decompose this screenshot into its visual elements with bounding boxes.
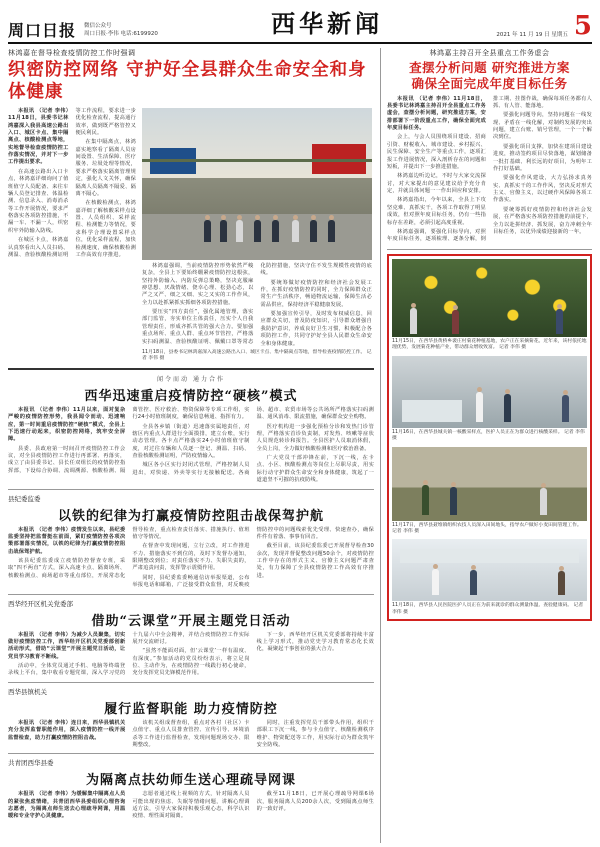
lead-text-right: 林鸿嘉强调，当前疫情防控形势依然严峻复杂，全县上下要始终绷紧疫情防控这根弦，坚持外防输入、内防反弹总策略，坚决克服麻痹思想、厌战情绪、侥幸心理、松劲心态，以严之又严、细之又细、实之又实的工作作风，全力以赴抓紧抓实抓细各项防控措施。 要压实“四方责任”，强化属地管理，落实部门监管，夯实单位主体责任，压实个人自我管理责任，形成齐抓共管的强大合力。要加强重点场所、重点人群、重点环节管控，严格落实扫码测温、查验核酸证明、佩戴口罩等常态化防控措施，坚决守住不发生规模性疫情的底线。 要统筹做好疫情防控和经济社会发展工作，在抓好疫情防控的同时，全力保障群众正常生产生活秩序，畅通物流运输，保障生活必需品供应，保持经济平稳健康发展。 要加强宣传引导，及时发布权威信息，回应群众关切，普及防疫知识，引导群众增强自我防护意识，养成良好卫生习惯，积极配合各项防控工作，共同守护好全县人民群众生命安全和身体健康。 [142, 262, 372, 347]
gallery-item-3 [392, 447, 587, 536]
feature-kicker: 闻令而动 通力合作 [157, 375, 225, 383]
gallery-photo-testing [392, 356, 587, 428]
right-body: 本报讯 （记者 李伟）11月18日，县委书记林鸿嘉主持召开全县重点工作务虚会，查摆分析问题，研究推进方案，安排部署下一阶段重点工作，确保全面完成年度目标任务。 会上，与会人员围绕项目建设、招商引资、财税收入、城市建设、乡村振兴、民生保障、安全生产等重点工作，逐项汇报工作进展情况，深入剖析存在的问题和短板，并提出下一步推进措施。 林鸿嘉边听边记，不时与大家交流探讨，对大家提出的意见建议给予充分肯定，并就具体问题一一作出回应和安排。 林鸿嘉指出，今年以来，全县上下攻坚克难、真抓实干，各项工作取得了明显成效，但对照年度目标任务，仍有一些指标存在差距，必须引起高度重视。 林鸿嘉强调，要强化目标导向，对照年度目标任务，逐项梳理、逐条分解，倒排工期、挂图作战，确保每项任务都有人抓、有人管、能落地。 要强化问题导向，坚持问题在一线发现、矛盾在一线化解，对制约发展的突出问题，建立台账、销号管理，一个一个解决到位。 要强化项目支撑，加快在建项目建设进度，推动签约项目尽快落地，谋划储备一批打基础、利长远的好项目，为明年工作打好基础。 要强化作风建设，大力弘扬求真务实、真抓实干的工作作风，坚决反对形式主义、官僚主义，以过硬作风保障各项工作落实。 要统筹抓好疫情防控和经济社会发展，在严格落实各项防控措施的前提下，全力以赴拼经济、抓发展，奋力冲刺全年目标任务，以优异成绩迎接新的一年。 [387, 95, 592, 243]
gallery-photo-field [392, 447, 587, 521]
partyclass-body: 本报讯 （记者 李伟）为减少人员聚集，切实做好疫情防控工作，西华经开区机关党委部创新活动形式，借助“云课堂”开展主题党日活动，让党员学习教育不断线。 活动中，全体党员通过手机、电脑等终端登录线上平台，集中收看专题党课，深入学习党的十九届六中全会精神，并结合疫情防控工作实际展开交流研讨。 “虽然不能面对面，但‘云课堂’一样有温度、有深度。”参加活动的党员纷纷表示，将立足岗位、主动作为，在疫情防控一线践行初心使命，充分发挥党员先锋模范作用。 下一步，西华经开区机关党委部将持续丰富线上学习形式，推动党史学习教育常态化长效化，凝聚起干事创业的强大合力。 [8, 631, 374, 677]
tutoring-body: 本报讯 （记者 李伟）为缓解集中隔离点人员的紧张焦虑情绪，共青团西华县委组织心理咨询志愿者，为隔离点师生送去心理疏导网课，用温暖和专业守护心灵健康。 志愿者通过线上视频的方式，针对隔离人员可能出现的焦虑、失眠等情绪问题，讲解心理调适方法，引导大家保持积极乐观心态，科学认识疫情、理性面对隔离。 截至11月18日，已开展心理疏导网课6场次，服务隔离人员200余人次，受到隔离点师生的一致好评。 [8, 791, 374, 820]
lead-photo-caption: 11月18日，县委书记林鸿嘉深入高速公路出入口、城区卡点、集中隔离点等地，督导检查疫情防控工作。 记者 李伟 摄 [142, 349, 372, 362]
lead-photo [142, 108, 372, 260]
section-title: 西华新闻 [271, 9, 384, 38]
tutoring-headline: 为隔离点扶幼师生送心理疏导网课 [85, 773, 296, 789]
photo-gallery [387, 254, 592, 622]
tutoring-kicker: 共青团西华县委 [8, 759, 54, 768]
right-column [380, 48, 592, 843]
gallery-item-1 [392, 259, 587, 352]
publication-date: 2021 年 11 月 19 日 星期五 [496, 32, 568, 38]
feature-body: 本报讯 （记者 李伟）11月以来，面对复杂严峻的疫情防控形势，我县闻令而动、迅速响应，第一时间重启疫情防控“硬核”模式，全县上下迅速行动起来，织密防控网络，筑牢安全屏障。 县委、县政府第一时间召开疫情防控工作会议，对全县疫情防控工作进行再部署、再落实，成立了由县委书记、县长任双组长的疫情防控指挥部，下设综合协调、流调溯源、核酸检测、隔离管控、医疗救治、物资保障等专项工作组，实行24小时值班制度，确保信息畅通、指挥有力。 全县各乡镇（街道）迅速落实属地责任，对辖区内重点人群进行全面摸排，建立台账，实行动态管理。各卡点严格落实24小时值班值守制度，对过往车辆和人员逐一登记、测温、扫码、查验核酸检测证明，严防疫情输入。 城区各小区实行封闭式管理，严格控制人员进出，对快递、外卖等实行无接触配送。各商场、超市、农贸市场等公共场所严格落实扫码测温、通风消毒、限流措施，确保群众安全购物。 医疗机构进一步强化预检分诊和发热门诊管理，严格落实首诊负责制，对发热、咳嗽等症状人员规范转诊和报告。全县医护人员取消休假，全员上岗，全力做好核酸检测和医疗救治准备。 广大党员干部冲锋在前，下沉一线，在卡点、小区、核酸检测点等岗位上尽职尽责，用实际行动守护群众生命安全和身体健康，筑起了一道道坚不可摧的抗疫防线。 [8, 406, 374, 484]
supervise-headline: 履行监督职能 助力疫情防控 [104, 701, 278, 717]
lead-kicker: 林鸿嘉在督导检查疫情防控工作时强调 [8, 49, 136, 57]
masthead-right [496, 10, 592, 41]
newspaper-logo: 周口日报 [8, 21, 77, 41]
gallery-photo-clinic [392, 539, 587, 601]
gallery-caption-4: 11月18日，西华县人民医院医护人员正在为前来就诊的群众测量体温、查验健康码。 记者 李伟 摄 [392, 603, 584, 615]
masthead-meta [84, 22, 158, 41]
right-kicker: 林鸿嘉主持召开全县重点工作务虚会 [429, 49, 550, 57]
discipline-body: 本报讯 （记者 李伟）疫情发生以来，县纪委监委坚持把监督挺在前面，紧盯疫情防控各项决策部署落实情况，以铁的纪律为打赢疫情防控阻击战保驾护航。 该县纪委监委成立疫情防控督查专班，采取“四不两直”方式，深入高速卡点、隔离场所、核酸检测点、商场超市等重点部位，开展常态化督导检查，重点检查责任落实、措施执行、值班值守等情况。 在督查中发现问题，立行立改，对工作推进不力、措施落实不到位的，及时下发督办通知，限期整改到位；对责任落实不力、失职失责的，严肃追责问责，发挥警示震慑作用。 同时，县纪委监委畅通信访举报渠道，公布举报电话和邮箱，广泛接受群众监督，对反映疫情防控中的问题线索优先受理、快速查办，确保件件有着落、事事有回音。 截至目前，该县纪委监委已开展督导检查30余次，发现并督促整改问题50余个，对疫情防控工作中存在的形式主义、官僚主义问题严肃查处，有力保障了全县疫情防控工作高效有序推进。 [8, 526, 374, 589]
page-number: 5 [573, 10, 592, 41]
gallery-item-2 [392, 356, 587, 443]
lead-headline: 织密防控网络 守护好全县群众生命安全和身体健康 [8, 60, 367, 102]
right-headline-1: 查摆分析问题 研究推进方案 [409, 60, 570, 75]
left-column [8, 48, 380, 843]
masthead-meta-line2: 周口日报·李伟 电话:6199920 [84, 30, 158, 37]
gallery-caption-3: 11月17日，西华县聂堆镇组织农技人员深入田间地头，指导农户做好小麦田间管理工作。 记者 李伟 摄 [392, 522, 582, 534]
gallery-photo-flowers [392, 259, 587, 337]
feature-headline: 西华迅速重启疫情防控“硬核”模式 [84, 388, 298, 404]
gallery-item-4 [392, 539, 587, 616]
supervise-kicker: 西华县镇机关 [8, 687, 47, 696]
masthead [8, 6, 592, 44]
partyclass-headline: 借助“云课堂”开展主题党日活动 [91, 613, 291, 629]
masthead-meta-line1: 微信公众号 [84, 22, 112, 29]
lead-text-left: 本报讯 （记者 李伟）11月18日，县委书记林鸿嘉深入我县高速公路出入口、城区卡点、集中隔离点、核酸检测点等地，实地督导检查疫情防控工作落实情况，并对下一步工作提出要求。 在高速公路出入口卡点，林鸿嘉详细询问了值班值守人员配备、来往车辆人员登记排查、体温检测、信息录入、消毒消杀等工作开展情况，要求严格落实各项防控措施，不漏一车、不漏一人，织密织牢外防输入防线。 在城区卡点，林鸿嘉认真察看出入人员扫码、测温、查验核酸检测证明等工作流程，要求进一步优化检查流程，提高通行效率，做到既严格管控又便民利民。 在集中隔离点，林鸿嘉实地察看了隔离人员房间设置、生活保障、医疗服务、垃圾处理等情况，要求严格落实隔离管理规定，强化人文关怀，确保隔离人员隔离不隔爱、隔离不隔心。 在核酸检测点，林鸿嘉详细了解核酸采样点设置、人员组织、采样流程、检测能力等情况，要求科学合理设置采样点位，优化采样流程，加快检测速度，确保核酸检测工作高效有序推进。 [8, 107, 136, 258]
partyclass-kicker: 西华经开区机关党委部 [8, 599, 73, 608]
discipline-kicker: 县纪委监委 [8, 494, 41, 503]
discipline-headline: 以铁的纪律为打赢疫情防控阻击战保驾护航 [57, 508, 324, 524]
gallery-caption-2: 11月16日，在西华县城关镇一核酸采样点，医护人员正在为群众进行核酸采样。 记者 李伟 摄 [392, 429, 585, 442]
supervise-body: 本报讯 （记者 李伟）连日来，西华县镇机关充分发挥监督职能作用，深入疫情防控一线开展监督检查，助力打赢疫情防控阻击战。 该机关组成督查组，重点对各村（社区）卡点值守、重点人员排查管控、宣传引导、环境消杀等工作进行监督检查，发现问题现场交办、限期整改。 同时，注重发挥党员干部带头作用，组织干部职工下沉一线，参与卡点值守、核酸检测秩序维护、物资配送等工作，用实际行动为群众筑牢安全防线。 [8, 719, 374, 748]
gallery-caption-1: 11月15日，在西华县黄桥乡裴庄村菊花种植基地，农户正在采摘菊花。近年来，该村依托地理优势，发展菊花种植产业，带动群众增收致富。 记者 李伟 摄 [392, 338, 587, 351]
right-headline-2: 确保全面完成年度目标任务 [411, 76, 568, 92]
